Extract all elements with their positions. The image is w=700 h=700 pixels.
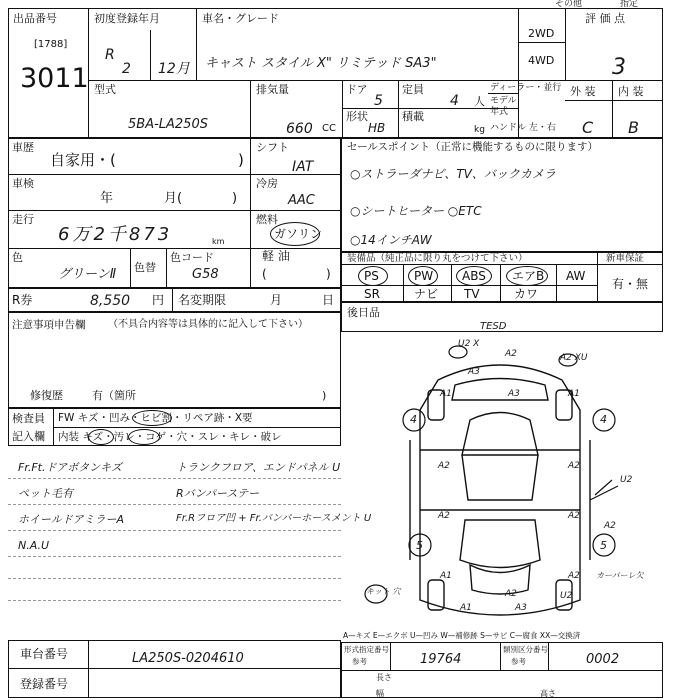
model-label: 車名・グレード	[202, 12, 279, 25]
width-label: 幅	[376, 689, 384, 698]
class-label1: 類別区分番号	[503, 645, 548, 654]
mark-u2-bottom: U2	[560, 591, 573, 601]
note-6: Fr.Rフロア凹 + Fr.バンパーホースメント U	[176, 513, 372, 524]
mark-a2-r2: A2	[568, 511, 580, 521]
repair-close: )	[322, 389, 327, 402]
usage-close: )	[238, 151, 244, 169]
mark-5-right: 5	[600, 539, 607, 552]
type-label: 型式	[94, 83, 116, 96]
diagram-top-label: TESD	[480, 321, 507, 332]
equip-leather: カワ	[514, 287, 539, 301]
new-car-label: 新車保証	[606, 253, 645, 264]
class-label2: 参考	[511, 657, 526, 666]
grade-label: 評 価 点	[585, 12, 625, 25]
capacity-label: 定員	[402, 83, 424, 96]
top-fragment-left: その他	[555, 0, 583, 9]
mark-a1-bottom: A1	[460, 603, 472, 613]
inspector-int-row: 内装 キズ・汚レ・コゲ・穴・スレ・キレ・破レ	[58, 431, 282, 443]
capacity-value: 4	[450, 93, 459, 109]
handle-label: ハンドル 左・右	[490, 123, 556, 133]
recycle-value: 8,550	[90, 293, 131, 309]
fuel-paren-close: )	[326, 267, 331, 281]
note-1: Fr.Ft.ドアボタンキズ	[18, 461, 122, 474]
repair-label: 修復歴	[30, 389, 63, 402]
color-value: グリーンⅡ	[58, 267, 117, 282]
length-label: 長さ	[376, 673, 392, 682]
fuel-label: 燃料	[256, 213, 278, 226]
capacity-unit: 人	[474, 95, 485, 108]
inspector-fw-row: FW キズ・凹み・ヒビ割・リペア跡・X要	[58, 412, 253, 424]
mark-a2-far: A2	[604, 521, 616, 531]
reg-label: 登録番号	[20, 677, 69, 691]
interior-label: 内 装	[618, 85, 644, 98]
inspector-label1: 検査員	[12, 412, 45, 425]
color-label: 色	[12, 251, 23, 264]
shift-label: シフト	[256, 141, 289, 154]
equip-tv: TV	[464, 287, 480, 301]
form-label2: 参考	[352, 657, 367, 666]
warranty-value: 有・無	[612, 277, 649, 291]
mark-cover-missing: カーバーレ欠	[596, 571, 644, 580]
dealer-label: ディーラー・並行	[490, 83, 562, 93]
mark-a2-bottom: A2	[505, 589, 517, 599]
displacement-value: 660	[286, 121, 313, 137]
usage-value: 自家用・(	[50, 151, 116, 169]
lot-number: 3011	[20, 63, 89, 94]
sales-label: セールスポイント（正常に機能するものに限ります）	[347, 141, 599, 153]
recycle-label: R券	[12, 293, 33, 307]
displacement-unit: CC	[322, 123, 336, 134]
sales-point-1: ○ストラーダナビ、TV、バックカメラ	[350, 167, 556, 181]
drive-2wd: 2WD	[528, 27, 555, 40]
top-fragment-mid: 指定	[620, 0, 639, 9]
mark-a2-l2: A2	[438, 511, 450, 521]
mark-a1-2: A1	[568, 389, 580, 399]
name-change-label: 名変期限	[178, 293, 227, 307]
body-label: 形状	[346, 110, 368, 123]
model-year-label1: モデル	[490, 96, 517, 106]
mark-4-left: 4	[410, 413, 417, 426]
reg-year: 2	[122, 61, 131, 77]
mark-a2-top: A2	[505, 349, 517, 359]
name-change-month: 月	[270, 293, 283, 307]
height-label: 高さ	[540, 689, 556, 698]
lot-sub: [1788]	[34, 39, 68, 50]
mark-a2xu: A2 XU	[560, 353, 588, 363]
equip-ps: PS	[364, 269, 379, 283]
mark-4-right: 4	[600, 413, 607, 426]
notes-hint: （不具合内容等は具体的に記入して下さい）	[108, 319, 308, 330]
fuel-diesel: 軽 油	[262, 249, 290, 263]
mark-a3-bottom: A3	[515, 603, 527, 613]
after-label: 後日品	[347, 306, 380, 319]
recycle-unit: 円	[152, 293, 165, 307]
mileage-unit: km	[212, 237, 225, 246]
inspection-month: 月(	[164, 191, 183, 206]
sales-point-2: ○シートヒーター ○ETC	[350, 204, 482, 218]
reg-month: 12月	[158, 61, 190, 77]
note-5: ホイールドアミラーA	[18, 513, 124, 526]
inspection-year: 年	[100, 191, 114, 206]
mark-a2-l1: A2	[438, 461, 450, 471]
grade-value: 3	[612, 55, 626, 80]
body-value: HB	[368, 121, 386, 135]
load-label: 積載	[402, 110, 424, 123]
mileage-label: 走行	[12, 213, 34, 226]
mark-a2-3: A2	[568, 571, 580, 581]
mark-5-left: 5	[416, 539, 423, 552]
mark-u2-right: U2	[620, 475, 633, 485]
interior-value: B	[628, 118, 639, 137]
equip-navi: ナビ	[414, 287, 439, 301]
note-7: N.A.U	[18, 539, 50, 552]
note-3: ペット毛有	[18, 487, 73, 500]
lot-label: 出品番号	[13, 12, 57, 25]
notes-label: 注意事項申告欄	[12, 319, 86, 331]
repaint-label: 色替	[134, 261, 156, 274]
color-code-value: G58	[192, 267, 219, 282]
note-2: トランクフロア、エンドパネル U	[176, 461, 341, 474]
reg-year-label: 初度登録年月	[94, 12, 160, 25]
inspection-close: )	[232, 191, 238, 206]
ac-label: 冷房	[256, 177, 278, 190]
mark-kit: キット 穴	[366, 587, 401, 596]
mileage-value: 6万2千873	[58, 224, 173, 245]
ac-value: AAC	[288, 193, 315, 208]
mark-a1-3: A1	[440, 571, 452, 581]
mark-a3-1: A3	[468, 367, 480, 377]
equip-sr: SR	[364, 287, 380, 301]
drive-4wd: 4WD	[528, 54, 555, 67]
mark-a3-2: A3	[508, 389, 520, 399]
displacement-label: 排気量	[256, 83, 289, 96]
name-change-day: 日	[322, 293, 335, 307]
color-code-label: 色コード	[170, 251, 214, 264]
equip-airbag: エアB	[512, 269, 545, 283]
reg-era: R	[105, 47, 115, 63]
exterior-value: C	[582, 118, 594, 137]
chassis-label: 車台番号	[20, 647, 69, 661]
type-value: 5BA-LA250S	[128, 117, 208, 132]
doors-label: ドア	[346, 83, 368, 96]
equip-pw: PW	[414, 269, 434, 283]
legend: A—キズ E—エクボ U—凹み W—補修跡 S—サビ C—腐食 XX—交換済	[343, 631, 581, 640]
inspection-label: 車検	[12, 177, 34, 190]
fuel-paren-open: (	[262, 267, 267, 281]
equip-abs: ABS	[462, 269, 486, 283]
exterior-label: 外 装	[570, 85, 596, 98]
class-value: 0002	[586, 652, 620, 667]
model-value: キャスト スタイル X" リミテッド SA3"	[205, 56, 437, 71]
form-value: 19764	[420, 652, 462, 667]
fuel-value: ガソリン	[274, 227, 323, 241]
mark-a1-1: A1	[440, 389, 452, 399]
note-4: Rバンパーステー	[176, 487, 260, 500]
repair-value: 有（箇所	[92, 389, 136, 402]
inspector-label2: 記入欄	[12, 430, 45, 443]
equip-aw: AW	[566, 269, 586, 283]
mark-a2-r1: A2	[568, 461, 580, 471]
model-year-label2: 年式	[490, 107, 509, 117]
doors-value: 5	[374, 93, 383, 109]
form-label1: 形式指定番号	[344, 645, 389, 654]
usage-label: 車歴	[12, 141, 34, 154]
load-unit: kg	[474, 125, 485, 135]
chassis-value: LA250S-0204610	[132, 651, 244, 666]
shift-value: IAT	[292, 159, 314, 175]
equipment-label: 装備品（純正品に限り丸をつけて下さい）	[347, 253, 528, 264]
mark-u2x: U2 X	[458, 339, 480, 349]
sales-point-3: ○14インチAW	[350, 233, 432, 247]
